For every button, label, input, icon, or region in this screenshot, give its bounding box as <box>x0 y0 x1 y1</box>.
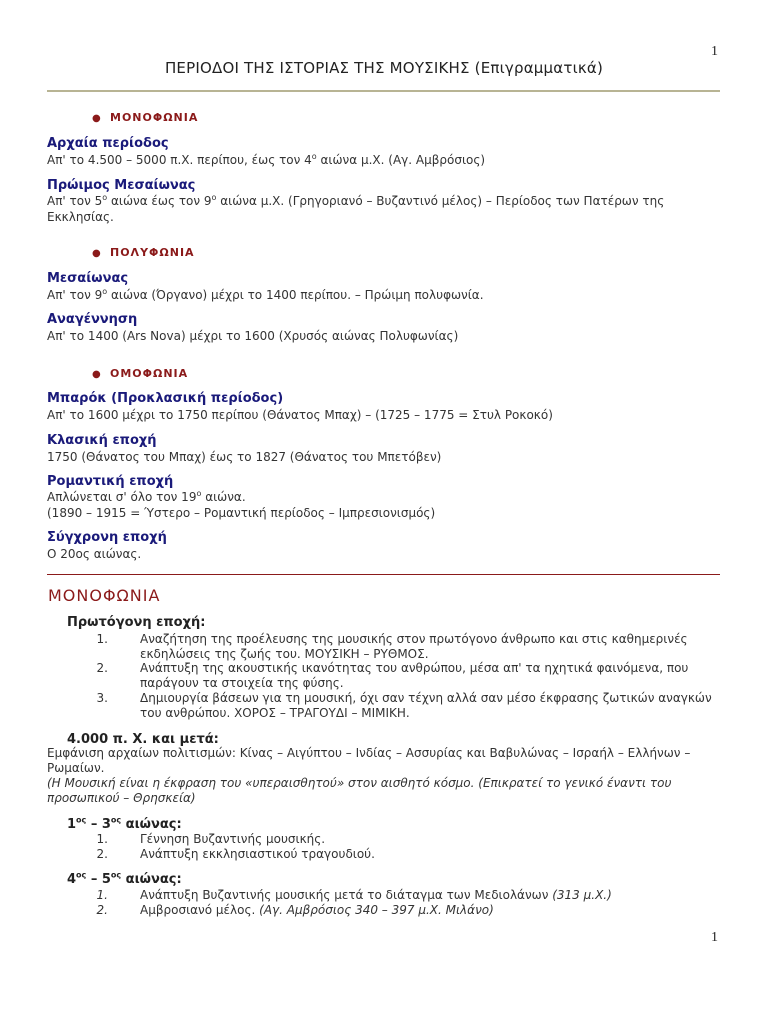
period-heading-proimos: Πρώιμος Μεσαίωνας <box>47 178 196 193</box>
period-text-sygxroni: Ο 20ος αιώνας. <box>47 547 142 561</box>
page-title <box>0 59 768 77</box>
period-heading-arxaia: Αρχαία περίοδος <box>47 136 169 151</box>
subhead-1-3-century: $1^{o\varsigma} - 3^{o\varsigma}$ αιώνας: <box>67 815 182 832</box>
section-divider <box>47 574 720 575</box>
period-text-arxaia: Απ' το 4.500 – 5000 π.Χ. περίπου, έως τον $4^o$ αιώνα μ.Χ. (Αγ. Αμβρόσιος) <box>47 152 486 167</box>
period-text-klasiki: 1750 (Θάνατος του Μπαχ) έως το 1827 (Θάνατος του Μπετόβεν) <box>47 450 442 464</box>
bullet-monofonia: ● ΜΟΝΟΦΩΝΙΑ <box>92 111 199 124</box>
list-item: 3. Δημιουργία βάσεων για τη μουσική, όχι σαν τέχνη αλλά σαν μέσο έκφρασης ζωτικών αναγκών του ανθρώπου. ΧΟΡΟΣ – ΤΡΑΓΟΥΔΙ – ΜΙΜΙΚΗ. <box>96 691 712 720</box>
period-text-romantiki-note: (1890 – 1915 = Ύστερο – Ρομαντική περίοδος – Ιμπρεσιονισμός) <box>47 506 436 520</box>
period-text-proimos: Απ' τον $5^o$ αιώνα έως τον $9^o$ αιώνα μ.Χ. (Γρηγοριανό – Βυζαντινό μέλος) – Περίοδος των Πατέρων της Εκκλησίας. <box>47 193 665 224</box>
section-title: ΜΟΝΟΦΩΝΙΑ <box>48 586 161 605</box>
period-heading-sygxroni: Σύγχρονη εποχή <box>47 530 167 545</box>
list-item: 2. Αμβροσιανό μέλος. (Αγ. Αμβρόσιος 340 – 397 μ.Χ. Μιλάνο) <box>96 903 494 917</box>
list-item: 1. Γέννηση Βυζαντινής μουσικής. <box>96 832 326 846</box>
subhead-4-5-century: $4^{o\varsigma} - 5^{o\varsigma}$ αιώνας: <box>67 870 182 887</box>
list-item: 2. Ανάπτυξη της ακουστικής ικανότητας του ανθρώπου, μέσα απ' τα ηχητικά φαινόμενα, που παράγουν τα στοιχεία της φύσης. <box>96 661 689 690</box>
page-title-sub: (Επιγραμματικά) <box>474 59 604 77</box>
period-heading-mesaionas: Μεσαίωνας <box>47 271 129 286</box>
bullet-polyfonia: ● ΠΟΛΥΦΩΝΙΑ <box>92 246 195 259</box>
period-heading-barok: Μπαρόκ (Προκλασική περίοδος) <box>47 391 284 406</box>
subhead-4000px: 4.000 π. Χ. και μετά: <box>67 732 219 747</box>
bullet-omofonia: ● ΟΜΟΦΩΝΙΑ <box>92 367 189 380</box>
period-heading-klasiki: Κλασική εποχή <box>47 433 157 448</box>
list-item: 1. Αναζήτηση της προέλευσης της μουσικής στον πρωτόγονο άνθρωπο και στις καθημερινές εκδηλώσεις της ζωής του. ΜΟΥΣΙΚΗ – ΡΥΘΜΟΣ. <box>96 632 688 661</box>
list-item: 1. Ανάπτυξη Βυζαντινής μουσικής μετά το διάταγμα των Μεδιολάνων (313 μ.Χ.) <box>96 888 612 902</box>
list-item: 2. Ανάπτυξη εκκλησιαστικού τραγουδιού. <box>96 847 375 861</box>
page-number-bottom: 1 <box>711 930 718 945</box>
text-4000px-note: (Η Μουσική είναι η έκφραση του «υπεραισθητού» στον αισθητό κόσμο. (Επικρατεί το γενικό έναντι του προσωπικού – Θρησκεία) <box>47 776 672 805</box>
page-title-main: ΠΕΡΙΟΔΟΙ ΤΗΣ ΙΣΤΟΡΙΑΣ ΤΗΣ ΜΟΥΣΙΚΗΣ <box>164 59 470 77</box>
period-heading-anagennisi: Αναγέννηση <box>47 312 138 327</box>
page-number-top: 1 <box>711 44 718 59</box>
text-4000px-civilizations: Εμφάνιση αρχαίων πολιτισμών: Κίνας – Αιγύπτου – Ινδίας – Ασσυρίας και Βαβυλώνας – Ισραήλ – Ελλήνων – Ρωμαίων. <box>47 746 691 775</box>
period-heading-romantiki: Ρομαντική εποχή <box>47 474 174 489</box>
subhead-protogoni: Πρωτόγονη εποχή: <box>67 615 206 630</box>
title-divider <box>47 90 720 92</box>
period-text-barok: Απ' το 1600 μέχρι το 1750 περίπου (Θάνατος Μπαχ) – (1725 – 1775 = Στυλ Ροκοκό) <box>47 408 553 422</box>
period-text-anagennisi: Απ' το 1400 (Ars Nova) μέχρι το 1600 (Χρυσός αιώνας Πολυφωνίας) <box>47 329 459 343</box>
period-text-romantiki: Απλώνεται σ' όλο τον $19^o$ αιώνα. <box>47 489 246 504</box>
period-text-mesaionas: Απ' τον $9^o$ αιώνα (Όργανο) μέχρι το 1400 περίπου. – Πρώιμη πολυφωνία. <box>47 287 484 302</box>
